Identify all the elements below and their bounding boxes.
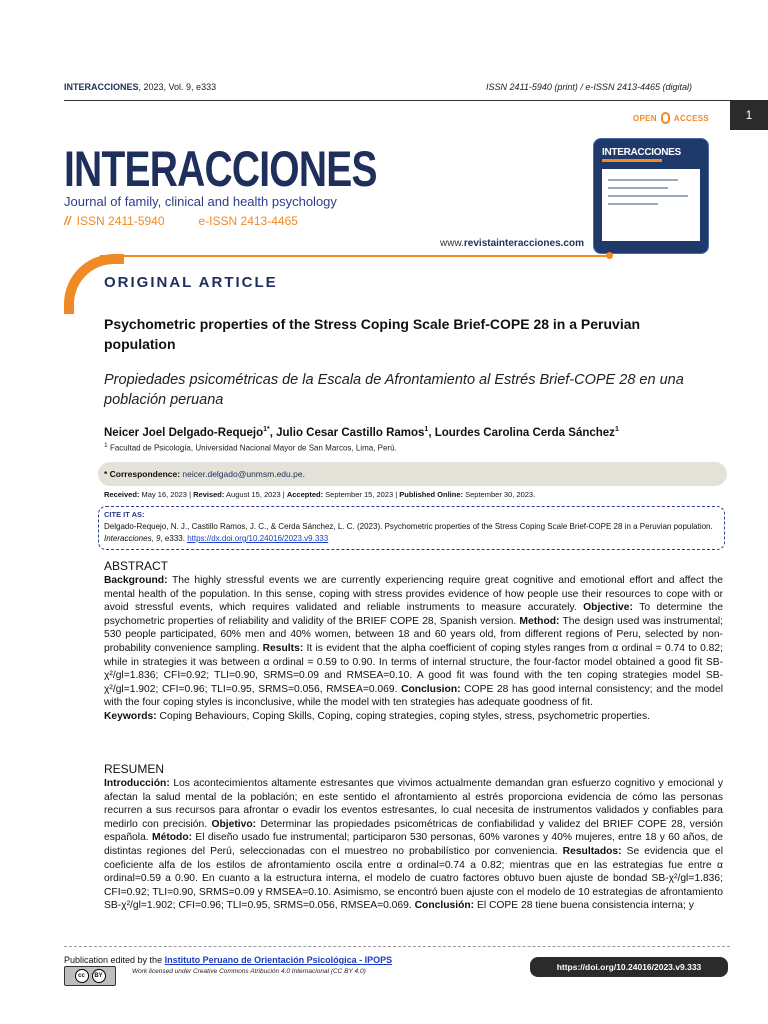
open-access-right: ACCESS bbox=[673, 113, 710, 123]
author-1: Neicer Joel Delgado-Requejo bbox=[104, 426, 264, 439]
abstract-met: The design used was instrumental; 530 people participated, 60% men and 40% women, between 18 and 60 years old, from different regions of Peru, selected by non-probability convenience sampling. bbox=[104, 615, 723, 654]
running-header-left bbox=[64, 82, 216, 92]
revised-label: Revised: bbox=[193, 490, 225, 499]
abstract-met-label: Method: bbox=[519, 615, 560, 627]
abstract-body bbox=[104, 574, 723, 724]
resumen-int: Los acontecimientos altamente estresantes que vivimos actualmente demandan gran esfuerzo cognitivo y emocional y afectan la salud mental de la población; en este sentido el afrontamiento al estrés proporciona evidencia de cómo las personas recurren a sus recursos para afrontar o evadir los eventos estresantes, lo cual necesita de instrumentos validados y confiables para medirlo con precisión. bbox=[104, 778, 723, 830]
accepted-label: Accepted: bbox=[286, 490, 324, 499]
corr-label: * Correspondence: bbox=[104, 469, 181, 479]
publisher-link[interactable]: Instituto Peruano de Orientación Psicológica - IPOPS bbox=[164, 955, 393, 965]
received-label: Received: bbox=[104, 490, 140, 499]
open-access-badge bbox=[633, 112, 709, 124]
resumen-res-label: Resultados: bbox=[562, 845, 622, 857]
masthead-eissn: e-ISSN 2413-4465 bbox=[198, 214, 298, 228]
open-lock-icon bbox=[661, 112, 670, 124]
received-date: May 16, 2023 bbox=[141, 490, 187, 499]
masthead-issn-row bbox=[64, 214, 298, 228]
header-rule bbox=[64, 100, 730, 101]
website-domain: revistainteracciones.com bbox=[463, 238, 584, 249]
resumen-met-label: Método: bbox=[152, 832, 193, 844]
author-3-sup: 1 bbox=[614, 426, 619, 433]
journal-masthead: INTERACCIONES bbox=[64, 141, 377, 197]
citation-journal: Interacciones, 9 bbox=[104, 534, 161, 543]
cc-by-badge[interactable] bbox=[64, 966, 116, 986]
resumen-int-label: Introducción: bbox=[104, 778, 170, 789]
keywords: Coping Behaviours, Coping Skills, Coping, coping strategies, coping styles, stress, psychometric properties. bbox=[159, 710, 651, 722]
cover-stripe bbox=[602, 159, 662, 162]
resumen-body bbox=[104, 777, 723, 913]
published-date: September 30, 2023. bbox=[465, 490, 536, 499]
citation-doi-link[interactable]: https://dx.doi.org/10.24016/2023.v9.333 bbox=[187, 534, 329, 543]
abstract-con-label: Conclusion: bbox=[401, 683, 461, 695]
abstract-bg-label: Background: bbox=[104, 575, 168, 586]
resumen-met: El diseño usado fue instrumental; participaron 530 personas, 60% varones y 40% mujeres, entre 18 y 60 años, de distintas regiones del Perú, seleccionadas con el muestreo no probabilístico por conveniencia. bbox=[104, 832, 723, 857]
issn-slash: // bbox=[64, 214, 71, 228]
author-3: Lourdes Carolina Cerda Sánchez bbox=[434, 426, 615, 439]
abstract-res-label: Results: bbox=[262, 642, 304, 654]
page-number: 1 bbox=[730, 100, 768, 130]
abstract-bg: The highly stressful events we are currently experiencing require great cognitive and emotional effort and affect the mental health of the population. In this sense, coping with stress provides evidence of how people use their resources to cope with or avoid stressful events, which requires validated and reliable instruments to measure accurately. bbox=[104, 575, 723, 614]
author-1-sup: 1* bbox=[263, 426, 270, 433]
orange-dot bbox=[606, 252, 613, 259]
affiliation-sup: 1 bbox=[104, 442, 108, 449]
citation-after: , e333. bbox=[160, 534, 185, 543]
resumen-con-label: Conclusión: bbox=[414, 900, 475, 912]
journal-subtitle: Journal of family, clinical and health psychology bbox=[64, 194, 337, 209]
affiliation bbox=[104, 442, 397, 453]
publication-prefix: Publication edited by the bbox=[64, 955, 163, 965]
abstract-obj: To determine the psychometric properties of reliability and validity of the BRIEF COPE 28, Spanish version. bbox=[104, 602, 723, 627]
affiliation-text: Facultad de Psicología, Universidad Nacional Mayor de San Marcos, Lima, Perú. bbox=[109, 443, 397, 453]
article-type: ORIGINAL ARTICLE bbox=[104, 274, 278, 291]
resumen-res: Se evidencia que el coeficiente alfa de los estilos de afrontamiento oscila entre α ordinal=0.74 a 0.82; mientras que en las estrategias fue entre α ordinal=0.59 a 0.90. En cuanto a la estructura interna, el modelo de cuatro factores obtuvo buen ajuste de bondad SB-χ²/gl=1.836; CFI=0.92; TLI=0.90, SRMS=0.09 y RMSEA=0.10. Asimismo, se encontró buen ajuste con el modelo de 10 estrategias de afrontamiento SB-χ²/gl=1.902; CFI=0.96; TLI=0.95, SRMS=0.056, RMSEA=0.069. bbox=[104, 845, 723, 912]
journal-website[interactable] bbox=[440, 238, 584, 249]
author-list: Neicer Joel Delgado-Requejo$^{1*}$, Julio Cesar Castillo Ramos$^1$, Lourdes Carolina Cerda Sánchez$^1$ bbox=[104, 426, 619, 439]
keywords-label: Keywords: bbox=[104, 710, 157, 722]
article-title-en: Psychometric properties of the Stress Coping Scale Brief-COPE 28 in a Peruvian population bbox=[104, 316, 641, 352]
abstract-res: It is evident that the alpha coefficient of coping styles ranges from α ordinal = 0.74 to 0.82; while in strategies it was between α ordinal = 0.59 to 0.90. In terms of internal structure, the four-factor model obtained a good fit SB-χ²/gl=1.836; CFI=0.92; TLI=0.90, SRMS=0.09 and RMSEA=0.10. A good fit was found with the ten coping strategies model SB-χ²/gl=1.902; CFI=0.96; TLI=0.95, SRMS=0.056, RMSEA=0.069. bbox=[104, 642, 723, 695]
corr-email-link[interactable]: neicer.delgado@unmsm.edu.pe bbox=[182, 469, 303, 479]
cover-line bbox=[608, 203, 658, 205]
author-2-sup: 1 bbox=[424, 426, 429, 433]
article-dates: Received: May 16, 2023 | Revised: August 15, 2023 | Accepted: September 15, 2023 | Published Online: September 30, 2023. bbox=[104, 490, 536, 499]
cite-label: CITE IT AS: bbox=[104, 510, 145, 519]
by-icon: BY bbox=[92, 969, 106, 983]
cc-icon: cc bbox=[75, 969, 89, 983]
abstract-heading: ABSTRACT bbox=[104, 559, 169, 573]
abstract-con: COPE 28 has good internal consistency; and the model with the four coping styles is inconclusive, while the model with ten strategies has adequate goodness of fit. bbox=[104, 683, 723, 709]
publisher-line bbox=[64, 955, 392, 965]
revised-date: August 15, 2023 bbox=[226, 490, 281, 499]
open-access-left: OPEN bbox=[633, 113, 657, 123]
cover-line bbox=[608, 195, 688, 197]
cover-line bbox=[608, 187, 668, 189]
article-title-es: Propiedades psicométricas de la Escala de Afrontamiento al Estrés Brief-COPE 28 en una población peruana bbox=[104, 372, 684, 408]
footer-rule bbox=[64, 946, 730, 947]
citation-text: Delgado-Requejo, N. J., Castillo Ramos, J. C., & Cerda Sánchez, L. C. (2023). Psychometric properties of the Stress Coping Scale Brief-COPE 28 in a Peruvian population. bbox=[104, 522, 713, 531]
accepted-date: September 15, 2023 bbox=[325, 490, 394, 499]
author-2: Julio Cesar Castillo Ramos bbox=[276, 426, 425, 439]
journal-cover-thumbnail bbox=[593, 138, 709, 254]
orange-rule bbox=[100, 255, 610, 257]
abstract-obj-label: Objective: bbox=[583, 602, 633, 614]
correspondence: * Correspondence: neicer.delgado@unmsm.edu.pe. bbox=[104, 469, 305, 479]
masthead-issn: ISSN 2411-5940 bbox=[76, 214, 165, 228]
resumen-obj: Determinar las propiedades psicométricas de confiabilidad y validez del BRIEF COPE 28, versión española. bbox=[104, 818, 723, 844]
citation bbox=[104, 521, 722, 545]
resumen-heading: RESUMEN bbox=[104, 762, 165, 776]
running-header-issn: ISSN 2411-5940 (print) / e-ISSN 2413-4465 (digital) bbox=[486, 82, 692, 92]
header-journal-meta: , 2023, Vol. 9, e333 bbox=[138, 82, 217, 92]
website-prefix: www. bbox=[440, 238, 464, 249]
cover-line bbox=[608, 179, 678, 181]
cover-title: INTERACCIONES bbox=[602, 147, 681, 158]
published-label: Published Online: bbox=[399, 490, 464, 499]
doi-button[interactable]: https://doi.org/10.24016/2023.v9.333 bbox=[530, 957, 728, 977]
license-text: Work licensed under Creative Commons Atribución 4.0 Internacional (CC BY 4.0) bbox=[132, 968, 366, 975]
header-journal: INTERACCIONES bbox=[64, 82, 139, 92]
resumen-con: El COPE 28 tiene buena consistencia interna; y bbox=[476, 900, 694, 912]
resumen-obj-label: Objetivo: bbox=[211, 818, 257, 830]
